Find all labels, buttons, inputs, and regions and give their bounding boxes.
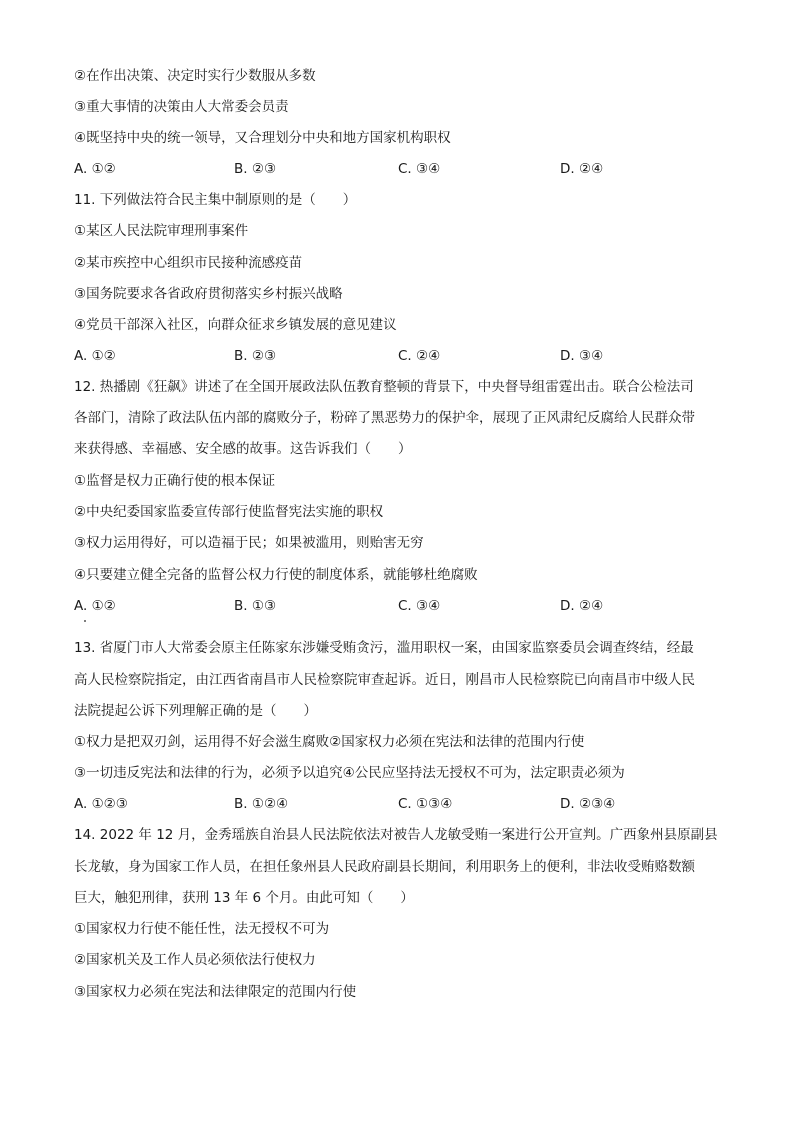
q12-item-3: ③权力运用得好，可以造福于民；如果被滥用，则贻害无穷	[74, 535, 424, 551]
q10-item-4: ④既坚持中央的统一领导，又合理划分中央和地方国家机构职权	[74, 130, 451, 146]
stray-dot-mark	[84, 620, 86, 622]
q13-stem-line-2: 高人民检察院指定，由江西省南昌市人民检察院审查起诉。近日，刚昌市人民检察院已向南昌市中级人民	[74, 672, 695, 688]
q14-item-1: ①国家权力行使不能任性，法无授权不可为	[74, 921, 330, 937]
q10-options	[74, 159, 734, 179]
q13-stem-line-1: 13. 省厦门市人大常委会原主任陈家东涉嫌受贿贪污，滥用职权一案，由国家监察委员会调查终结，经最	[74, 640, 694, 656]
q10-option-b: B. ②③	[234, 161, 277, 177]
q11-item-4: ④党员干部深入社区，向群众征求乡镇发展的意见建议	[74, 317, 397, 333]
q12-option-c: C. ③④	[398, 598, 441, 614]
q14-stem-line-3: 巨大，触犯刑律，获刑 13 年 6 个月。由此可知（ ）	[74, 890, 414, 906]
q11-item-1: ①某区人民法院审理刑事案件	[74, 223, 249, 239]
q13-option-d: D. ②③④	[560, 796, 616, 812]
q13-option-b: B. ①②④	[234, 796, 289, 812]
q13-option-a: A. ①②③	[74, 796, 128, 812]
q14-stem-line-2: 长龙敏，身为国家工作人员，在担任象州县人民政府副县长期间，利用职务上的便利，非法收受贿赂数额	[74, 859, 695, 875]
q14-item-2: ②国家机关及工作人员必须依法行使权力	[74, 952, 316, 968]
q11-option-d: D. ③④	[560, 348, 604, 364]
q11-item-3: ③国务院要求各省政府贯彻落实乡村振兴战略	[74, 286, 343, 302]
q12-option-a: A. ①②	[74, 598, 116, 614]
q11-option-a: A. ①②	[74, 348, 116, 364]
q11-item-2: ②某市疾控中心组织市民接种流感疫苗	[74, 255, 303, 271]
q12-stem-line-3: 来获得感、幸福感、安全感的故事。这告诉我们（ ）	[74, 441, 412, 457]
q11-options	[74, 346, 734, 366]
q13-stem-line-3: 法院提起公诉下列理解正确的是（ ）	[74, 703, 317, 719]
q10-option-a: A. ①②	[74, 161, 116, 177]
q13-option-c: C. ①③④	[398, 796, 453, 812]
q12-item-4: ④只要建立健全完备的监督公权力行使的制度体系，就能够杜绝腐败	[74, 567, 478, 583]
q13-item-line-2: ③一切违反宪法和法律的行为，必须予以追究④公民应坚持法无授权不可为，法定职责必须为	[74, 765, 625, 781]
q12-options	[74, 596, 734, 616]
q11-option-c: C. ②④	[398, 348, 441, 364]
q10-item-2: ②在作出决策、决定时实行少数服从多数	[74, 68, 316, 84]
q12-item-2: ②中央纪委国家监委宣传部行使监督宪法实施的职权	[74, 504, 384, 520]
q12-item-1: ①监督是权力正确行使的根本保证	[74, 473, 276, 489]
q10-option-c: C. ③④	[398, 161, 441, 177]
q12-stem-line-1: 12. 热播剧《狂飙》讲述了在全国开展政法队伍教育整顿的背景下，中央督导组雷霆出击。联合公检法司	[74, 379, 694, 395]
q14-stem-line-1: 14. 2022 年 12 月，金秀瑶族自治县人民法院依法对被告人龙敏受贿一案进行公开宣判。广西象州县原副县	[74, 827, 718, 843]
q14-item-3: ③国家权力必须在宪法和法律限定的范围内行使	[74, 984, 357, 1000]
q12-option-b: B. ①③	[234, 598, 277, 614]
q10-item-3: ③重大事情的决策由人大常委会员责	[74, 99, 289, 115]
q12-stem-line-2: 各部门，清除了政法队伍内部的腐败分子，粉碎了黑恶势力的保护伞，展现了正风肃纪反腐给人民群众带	[74, 410, 695, 426]
q11-stem: 11. 下列做法符合民主集中制原则的是（ ）	[74, 192, 357, 208]
q10-option-d: D. ②④	[560, 161, 604, 177]
q13-item-line-1: ①权力是把双刃剑，运用得不好会滋生腐败②国家权力必须在宪法和法律的范围内行使	[74, 734, 585, 750]
q12-option-d: D. ②④	[560, 598, 604, 614]
q13-options	[74, 794, 734, 814]
q11-option-b: B. ②③	[234, 348, 277, 364]
